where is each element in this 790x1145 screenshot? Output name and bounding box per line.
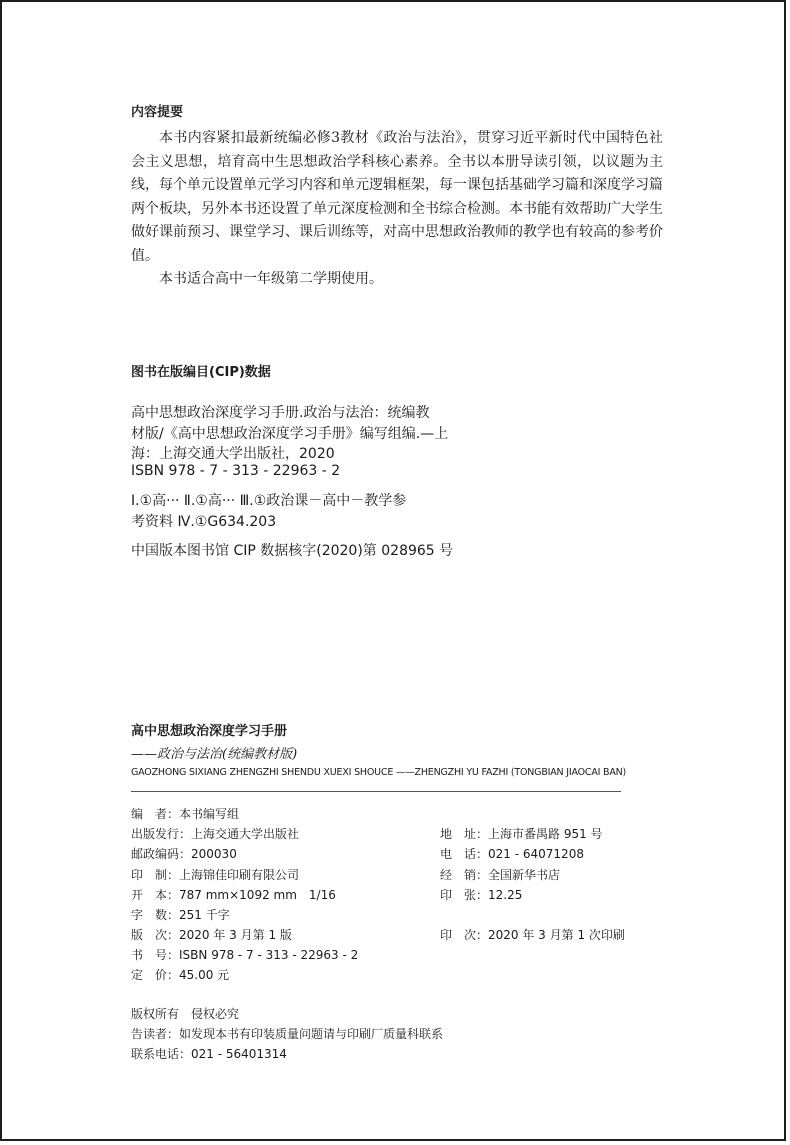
- info-value: 上海锦佳印刷有限公司: [179, 868, 300, 882]
- info-label: 定 价：: [131, 968, 180, 982]
- info-value: 021 - 64071208: [488, 847, 584, 861]
- summary-heading: 内容提要: [131, 105, 184, 120]
- info-label: 印 制：: [131, 868, 180, 882]
- info-label: 印 次：: [440, 928, 489, 942]
- summary-paragraph-1: 本书内容紧扣最新统编必修3教材《政治与法治》，贯穿习近平新时代中国特色社会主义思想，培育高中生思想政治学科核心素养。全书以本册导读引领，以议题为主线，每个单元设置单元学习内容和单元逻辑框架，每一课包括基础学习篇和深度学习篇两个板块，另外本书还设置了单元深度检测和全书综合检测。本书能有效帮助广大学生做好课前预习、课堂学习、课后训练等，对高中思想政治教师的教学也有较高的参考价值。: [131, 130, 663, 264]
- reader-notice: 告读者：如发现本书有印装质量问题请与印刷厂质量科联系: [131, 1027, 444, 1041]
- info-row: [440, 825, 603, 842]
- info-label: 编 者：: [131, 807, 180, 821]
- info-value: 全国新华书店: [488, 868, 561, 882]
- info-row: [131, 966, 229, 983]
- info-value: 2020 年 3 月第 1 版: [179, 928, 292, 942]
- info-label: 字 数：: [131, 908, 180, 922]
- info-label: 经 销：: [440, 868, 489, 882]
- cip-line: 海：上海交通大学出版社，2020: [131, 446, 335, 462]
- info-row: [131, 805, 239, 822]
- info-value: 本书编写组: [179, 807, 240, 821]
- info-row: [131, 886, 336, 903]
- cip-classification: Ⅰ.①高··· Ⅱ.①高··· Ⅲ.①政治课－高中－教学参: [131, 493, 407, 509]
- info-row: [440, 845, 584, 862]
- summary-paragraph-2: 本书适合高中一年级第二学期使用。: [159, 271, 383, 287]
- info-label: 书 号：: [131, 948, 180, 962]
- info-row: [440, 886, 522, 903]
- info-value: 251 千字: [179, 908, 230, 922]
- info-row: [131, 946, 358, 963]
- info-label: 出版发行：: [131, 827, 192, 841]
- cip-line: 材版/《高中思想政治深度学习手册》编写组编.—上: [131, 426, 449, 442]
- rights-notice: 版权所有 侵权必究: [131, 1007, 240, 1021]
- cip-line: 高中思想政治深度学习手册.政治与法治：统编教: [131, 405, 430, 421]
- info-value: 上海交通大学出版社: [191, 827, 300, 841]
- cip-isbn: ISBN 978 - 7 - 313 - 22963 - 2: [131, 463, 341, 479]
- info-label: 印 张：: [440, 888, 489, 902]
- info-row: [440, 926, 625, 943]
- divider: [131, 791, 621, 792]
- book-title: 高中思想政治深度学习手册: [131, 724, 288, 739]
- contact-phone: 联系电话：021 - 56401314: [131, 1047, 287, 1061]
- info-label: 版 次：: [131, 928, 180, 942]
- info-label: 开 本：: [131, 888, 180, 902]
- info-row: [131, 866, 299, 883]
- cip-record-number: 中国版本图书馆 CIP 数据核字(2020)第 028965 号: [131, 543, 454, 559]
- cip-classification: 考资料 Ⅳ.①G634.203: [131, 514, 277, 530]
- info-value: 上海市番禺路 951 号: [488, 827, 603, 841]
- info-value: 200030: [191, 847, 237, 861]
- info-row: [131, 906, 230, 923]
- info-value: 12.25: [488, 888, 523, 902]
- info-row: [131, 845, 237, 862]
- book-title-pinyin: GAOZHONG SIXIANG ZHENGZHI SHENDU XUEXI SHOUCE ——ZHENGZHI YU FAZHI (TONGBIAN JIAOCAI BAN): [131, 767, 627, 778]
- info-label: 电 话：: [440, 847, 489, 861]
- info-value: 787 mm×1092 mm 1/16: [179, 888, 336, 902]
- cip-heading: 图书在版编目(CIP)数据: [131, 365, 271, 380]
- info-label: 邮政编码：: [131, 847, 192, 861]
- info-value: 45.00 元: [179, 968, 230, 982]
- info-row: [131, 825, 299, 842]
- info-row: [131, 926, 292, 943]
- book-subtitle: ——政治与法治(统编教材版): [131, 747, 298, 762]
- info-value: 2020 年 3 月第 1 次印刷: [488, 928, 625, 942]
- info-value: ISBN 978 - 7 - 313 - 22963 - 2: [179, 948, 359, 962]
- info-label: 地 址：: [440, 827, 489, 841]
- info-row: [440, 866, 560, 883]
